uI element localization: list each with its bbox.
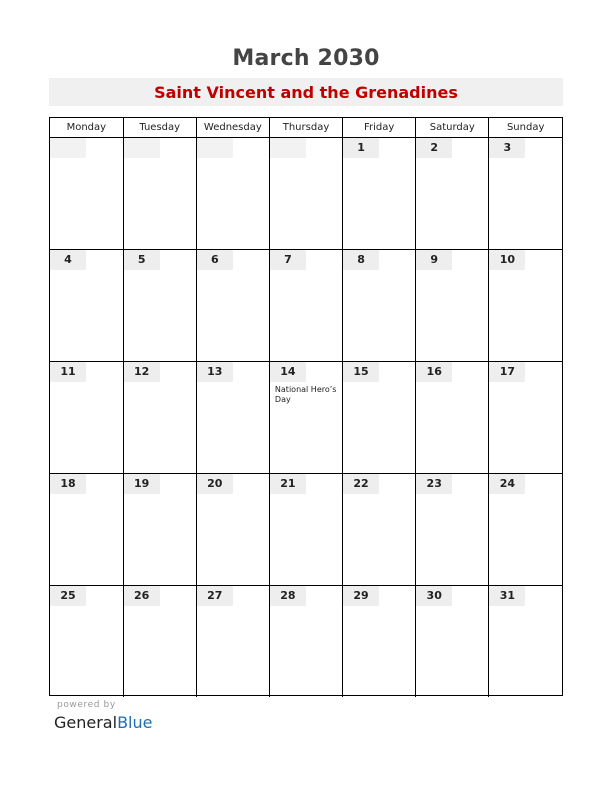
day-number: 14 xyxy=(270,362,306,382)
powered-by-text: powered by xyxy=(57,700,116,710)
day-number: 19 xyxy=(124,474,160,494)
day-cell xyxy=(343,362,416,474)
day-number: 27 xyxy=(197,586,233,606)
week-row xyxy=(50,362,562,474)
day-cell xyxy=(489,138,562,250)
day-number xyxy=(124,138,160,158)
day-number: 13 xyxy=(197,362,233,382)
week-row xyxy=(50,586,562,698)
day-cell xyxy=(123,250,196,362)
day-number: 9 xyxy=(416,250,452,270)
day-cell xyxy=(196,586,269,698)
day-cell xyxy=(196,362,269,474)
weekday-wednesday: Wednesday xyxy=(196,118,269,138)
day-cell xyxy=(489,474,562,586)
day-cell xyxy=(123,474,196,586)
day-cell xyxy=(416,250,489,362)
brand-blue: Blue xyxy=(117,713,153,732)
weekday-monday: Monday xyxy=(50,118,123,138)
day-number: 12 xyxy=(124,362,160,382)
day-number: 22 xyxy=(343,474,379,494)
day-number xyxy=(50,138,86,158)
day-number: 31 xyxy=(489,586,525,606)
day-number: 16 xyxy=(416,362,452,382)
week-row xyxy=(50,250,562,362)
day-cell xyxy=(416,138,489,250)
day-cell xyxy=(123,586,196,698)
day-number: 10 xyxy=(489,250,525,270)
day-cell xyxy=(50,474,123,586)
day-number: 18 xyxy=(50,474,86,494)
day-number: 15 xyxy=(343,362,379,382)
day-cell xyxy=(50,250,123,362)
day-cell xyxy=(196,138,269,250)
day-number: 21 xyxy=(270,474,306,494)
day-number: 1 xyxy=(343,138,379,158)
holiday-label: National Hero’s Day xyxy=(274,385,337,404)
day-number: 29 xyxy=(343,586,379,606)
weekday-tuesday: Tuesday xyxy=(123,118,196,138)
day-cell xyxy=(416,474,489,586)
country-banner xyxy=(49,78,563,106)
day-number: 2 xyxy=(416,138,452,158)
day-number: 7 xyxy=(270,250,306,270)
day-cell xyxy=(489,362,562,474)
day-cell xyxy=(269,586,342,698)
day-number: 24 xyxy=(489,474,525,494)
day-number: 30 xyxy=(416,586,452,606)
weekday-friday: Friday xyxy=(343,118,416,138)
day-cell xyxy=(489,250,562,362)
day-number: 8 xyxy=(343,250,379,270)
day-number: 5 xyxy=(124,250,160,270)
day-cell xyxy=(196,250,269,362)
day-number: 17 xyxy=(489,362,525,382)
day-cell xyxy=(196,474,269,586)
day-number xyxy=(270,138,306,158)
day-cell xyxy=(269,474,342,586)
day-number: 20 xyxy=(197,474,233,494)
week-row xyxy=(50,138,562,250)
day-cell xyxy=(269,362,342,474)
generalblue-logo[interactable] xyxy=(54,713,152,732)
day-number: 25 xyxy=(50,586,86,606)
day-cell xyxy=(50,362,123,474)
week-row xyxy=(50,474,562,586)
day-number: 11 xyxy=(50,362,86,382)
calendar-grid xyxy=(49,117,563,696)
page-title: March 2030 xyxy=(232,46,380,71)
day-cell xyxy=(489,586,562,698)
day-cell xyxy=(343,586,416,698)
day-cell xyxy=(269,138,342,250)
day-cell xyxy=(343,138,416,250)
day-cell xyxy=(50,138,123,250)
day-number: 3 xyxy=(489,138,525,158)
day-number: 23 xyxy=(416,474,452,494)
day-cell xyxy=(123,362,196,474)
country-name: Saint Vincent and the Grenadines xyxy=(154,83,458,102)
day-number: 28 xyxy=(270,586,306,606)
weekday-saturday: Saturday xyxy=(416,118,489,138)
day-number: 6 xyxy=(197,250,233,270)
day-cell xyxy=(416,586,489,698)
day-cell xyxy=(343,474,416,586)
day-cell xyxy=(123,138,196,250)
day-cell xyxy=(416,362,489,474)
day-cell xyxy=(50,586,123,698)
weekday-sunday: Sunday xyxy=(489,118,562,138)
day-number: 26 xyxy=(124,586,160,606)
day-number: 4 xyxy=(50,250,86,270)
brand-general: General xyxy=(54,713,118,732)
day-cell xyxy=(269,250,342,362)
weekday-thursday: Thursday xyxy=(269,118,342,138)
day-number xyxy=(197,138,233,158)
day-cell xyxy=(343,250,416,362)
weekday-header-row xyxy=(50,118,562,138)
